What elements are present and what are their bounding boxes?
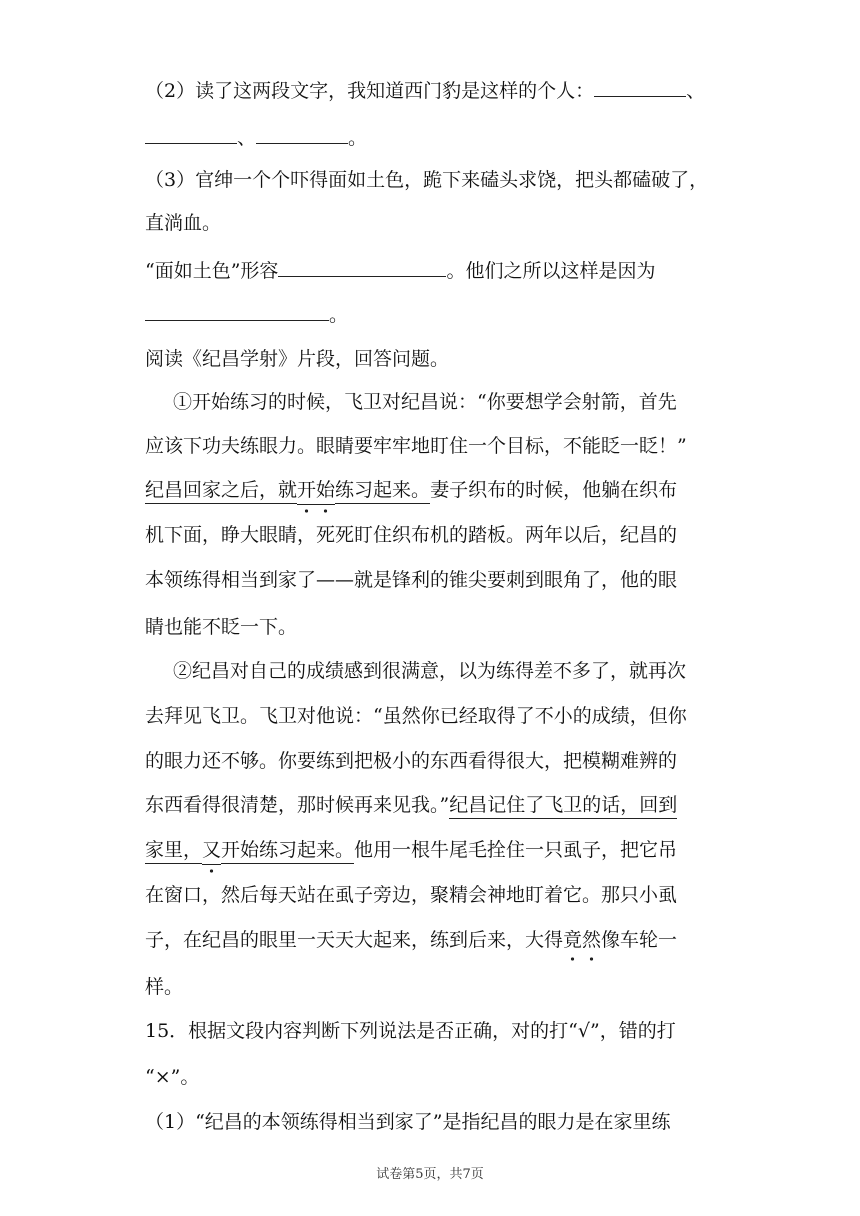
period: 。: [329, 304, 349, 326]
dotted-text: 竟然: [563, 929, 602, 951]
page-footer: 试卷第5页，共7页: [376, 1167, 484, 1182]
q2-line2: [145, 125, 367, 150]
dotted-text: 又: [202, 838, 221, 865]
p1-line5: 本领练得相当到家了——就是锋利的锥尖要刺到眼角了，他的眼: [145, 569, 678, 591]
p1-line3: [145, 478, 677, 505]
answer-blank[interactable]: [256, 125, 348, 144]
answer-blank[interactable]: [145, 302, 329, 321]
p2-line7-b: 像车轮一: [601, 929, 678, 951]
p2-line4-a: 东西看得很清楚，那时候再来见我。”: [145, 794, 450, 816]
separator: 、: [237, 127, 257, 149]
underlined-text: 开始练习起来。: [221, 839, 354, 864]
p2-line7-a: 子，在纪昌的眼里一天天大起来，练到后来，大得: [145, 929, 564, 951]
p1-line2: 应该下功夫练眼力。眼睛要牢牢地盯住一个目标，不能眨一眨！”: [145, 435, 687, 457]
p2-line2: 去拜见飞卫。飞卫对他说：“虽然你已经取得了不小的成绩，但你: [145, 705, 687, 727]
underlined-text: 练习起来。: [335, 479, 430, 504]
dotted-text: 开始: [297, 478, 335, 505]
underlined-text: 纪昌记住了飞卫的话，回到: [449, 794, 677, 819]
p1-line1: ①开始练习的时候，飞卫对纪昌说：“你要想学会射箭，首先: [173, 391, 677, 413]
p1-line4: 机下面，睁大眼睛，死死盯住织布机的踏板。两年以后，纪昌的: [145, 524, 678, 546]
p2-line4: [145, 793, 677, 817]
q3-line3: [145, 258, 655, 283]
q2-prompt: （2）读了这两段文字，我知道西门豹是这样的个人：: [145, 80, 595, 102]
underlined-text: 家里，: [145, 839, 202, 864]
separator: 、: [686, 80, 706, 102]
period: 。: [348, 127, 368, 149]
p2-line5-rest: 他用一根牛尾毛拴住一只虱子，把它吊: [354, 839, 678, 861]
q15-line1: 15．根据文段内容判断下列说法是否正确，对的打“√”，错的打: [145, 1020, 676, 1042]
q3-line1: （3）官绅一个个吓得面如土色，跪下来磕头求饶，把头都磕破了，: [145, 169, 709, 191]
p1-line3-rest: 妻子织布的时候，他躺在织布: [430, 479, 678, 501]
q2-line1: [145, 78, 705, 103]
p2-line3: 的眼力还不够。你要练到把极小的东西看得很大，把模糊难辨的: [145, 750, 678, 772]
p2-line6: 在窗口，然后每天站在虱子旁边，聚精会神地盯着它。那只小虱: [145, 884, 678, 906]
q15-line2: “×”。: [145, 1066, 200, 1088]
q3-line4: [145, 302, 348, 327]
p2-line5: [145, 838, 677, 865]
p2-line7: [145, 928, 677, 952]
underlined-text: 就: [278, 479, 297, 504]
p1-line6: 睛也能不眨一下。: [145, 616, 298, 638]
p2-line1: ②纪昌对自己的成绩感到很满意，以为练得差不多了，就再次: [173, 660, 687, 682]
answer-blank[interactable]: [278, 258, 446, 277]
underlined-text: 纪昌回家之后，: [145, 479, 278, 504]
answer-blank[interactable]: [594, 78, 686, 97]
answer-blank[interactable]: [145, 125, 237, 144]
q15-sub1: （1）“纪昌的本领练得相当到家了”是指纪昌的眼力是在家里练: [145, 1111, 671, 1133]
p2-line8: 样。: [145, 976, 184, 998]
q3-line2: 直淌血。: [145, 212, 222, 234]
passage-intro: 阅读《纪昌学射》片段，回答问题。: [145, 348, 450, 370]
q3-prompt-a: “面如土色”形容: [145, 260, 279, 282]
q3-prompt-b: 。他们之所以这样是因为: [446, 260, 656, 282]
